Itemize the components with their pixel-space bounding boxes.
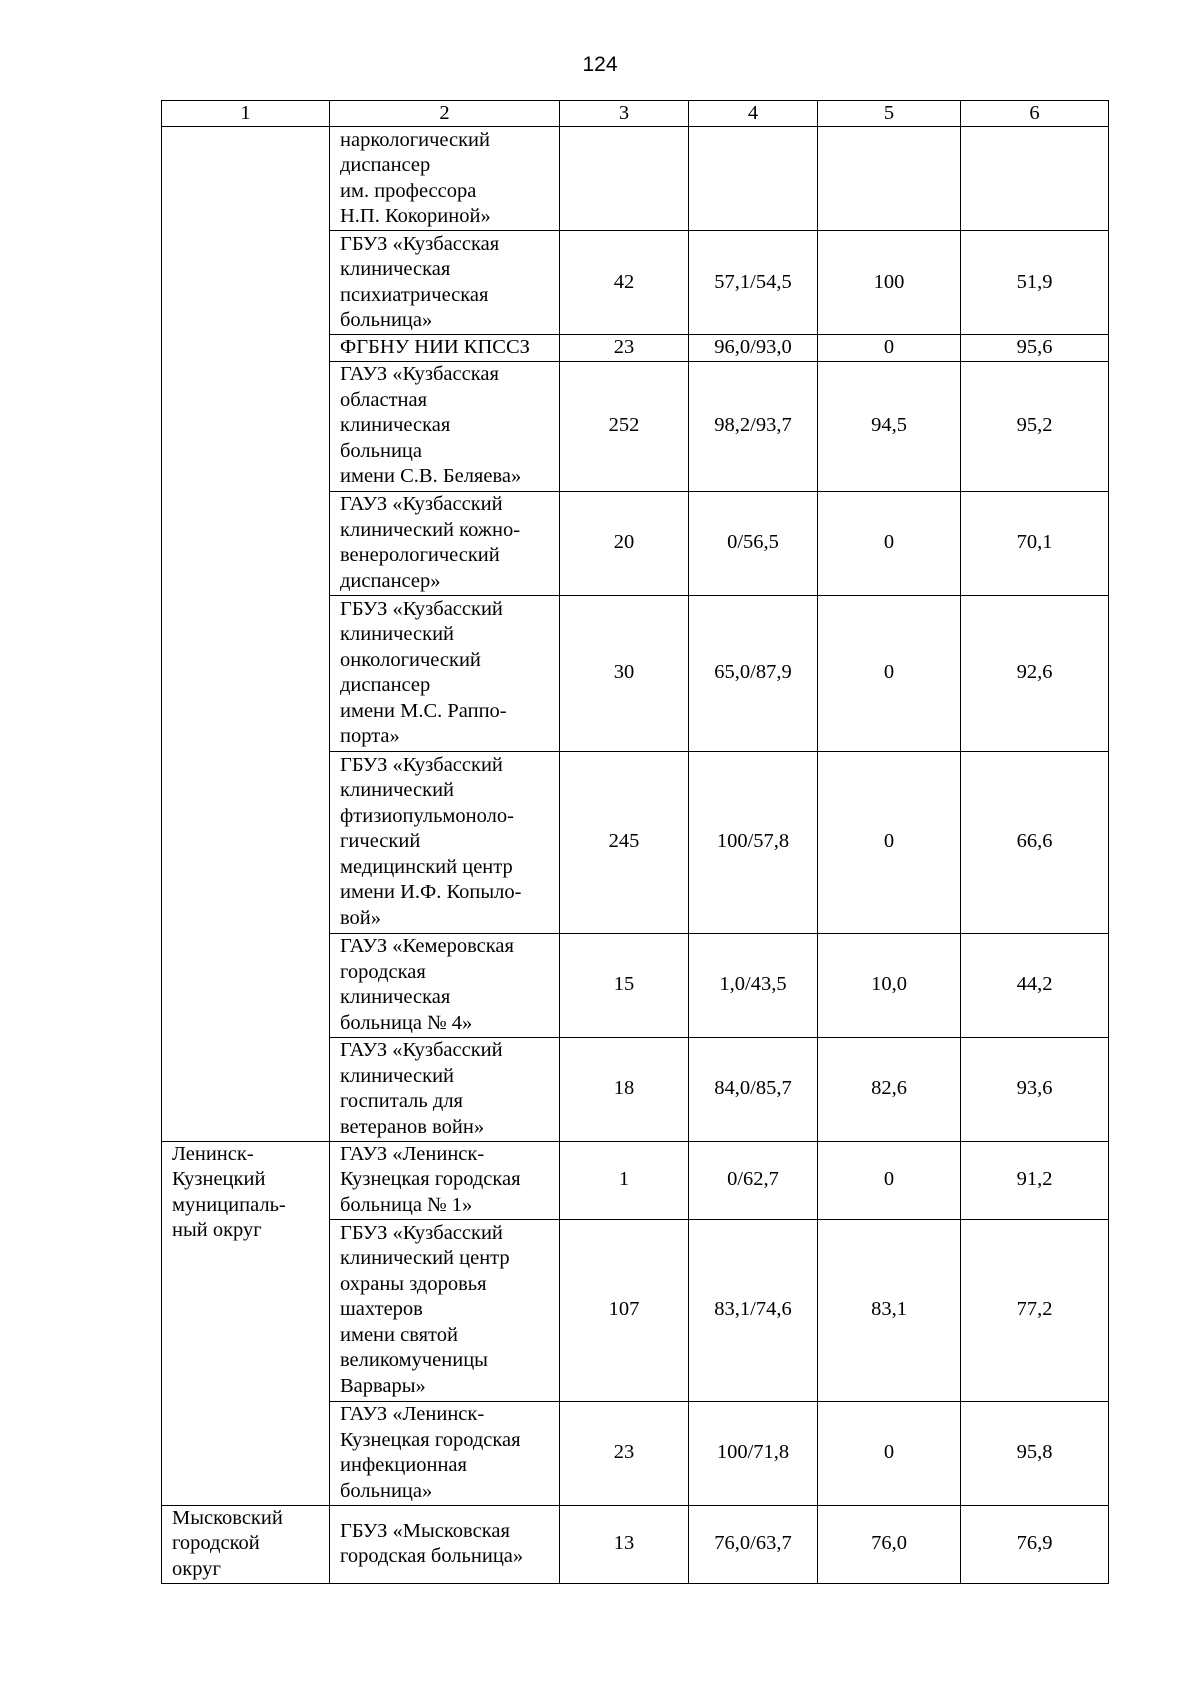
column-header: 6 <box>961 101 1109 127</box>
value-cell: 100/71,8 <box>689 1401 818 1505</box>
value-cell: 66,6 <box>961 751 1109 933</box>
value-cell: 1,0/43,5 <box>689 933 818 1037</box>
column-header: 4 <box>689 101 818 127</box>
value-cell: 65,0/87,9 <box>689 595 818 751</box>
value-cell: 94,5 <box>818 361 961 491</box>
value-cell: 83,1/74,6 <box>689 1219 818 1401</box>
value-cell: 10,0 <box>818 933 961 1037</box>
value-cell: 76,0/63,7 <box>689 1505 818 1583</box>
value-cell: 95,8 <box>961 1401 1109 1505</box>
organization-cell: наркологический диспансер им. профессора Н.П. Кокориной» <box>330 127 560 231</box>
value-cell: 0 <box>818 1401 961 1505</box>
table-row <box>162 1141 1109 1219</box>
value-cell <box>560 127 689 231</box>
data-table <box>161 100 1109 1584</box>
organization-cell: ГАУЗ «Кузбасская областная клиническая больница имени С.В. Беляева» <box>330 361 560 491</box>
organization-cell: ГАУЗ «Ленинск- Кузнецкая городская инфекционная больница» <box>330 1401 560 1505</box>
value-cell: 0/56,5 <box>689 491 818 595</box>
table-header-row <box>162 101 1109 127</box>
organization-cell: ГАУЗ «Кемеровская городская клиническая больница № 4» <box>330 933 560 1037</box>
value-cell: 76,0 <box>818 1505 961 1583</box>
value-cell: 84,0/85,7 <box>689 1037 818 1141</box>
value-cell <box>818 127 961 231</box>
value-cell: 0 <box>818 1141 961 1219</box>
column-header: 5 <box>818 101 961 127</box>
value-cell: 96,0/93,0 <box>689 335 818 362</box>
value-cell: 1 <box>560 1141 689 1219</box>
organization-cell: ГБУЗ «Кузбасская клиническая психиатрическая больница» <box>330 231 560 335</box>
value-cell: 0 <box>818 491 961 595</box>
value-cell: 42 <box>560 231 689 335</box>
value-cell: 0 <box>818 751 961 933</box>
organization-cell: ФГБНУ НИИ КПССЗ <box>330 335 560 362</box>
organization-cell: ГАУЗ «Кузбасский клинический госпиталь для ветеранов войн» <box>330 1037 560 1141</box>
value-cell: 95,2 <box>961 361 1109 491</box>
column-header: 1 <box>162 101 330 127</box>
value-cell: 76,9 <box>961 1505 1109 1583</box>
value-cell: 51,9 <box>961 231 1109 335</box>
organization-cell: ГБУЗ «Кузбасский клинический фтизиопульмоноло- гический медицинский центр имени И.Ф. Копыло- вой» <box>330 751 560 933</box>
value-cell: 82,6 <box>818 1037 961 1141</box>
value-cell: 100 <box>818 231 961 335</box>
value-cell: 70,1 <box>961 491 1109 595</box>
district-cell: Ленинск- Кузнецкий муниципаль- ный округ <box>162 1141 330 1505</box>
value-cell: 20 <box>560 491 689 595</box>
table-row <box>162 127 1109 231</box>
value-cell: 0 <box>818 595 961 751</box>
organization-cell: ГБУЗ «Мысковская городская больница» <box>330 1505 560 1583</box>
organization-cell: ГАУЗ «Кузбасский клинический кожно- венерологический диспансер» <box>330 491 560 595</box>
value-cell <box>961 127 1109 231</box>
page-number: 124 <box>582 53 618 76</box>
value-cell: 30 <box>560 595 689 751</box>
value-cell: 57,1/54,5 <box>689 231 818 335</box>
value-cell: 44,2 <box>961 933 1109 1037</box>
value-cell: 83,1 <box>818 1219 961 1401</box>
table-row <box>162 1505 1109 1583</box>
organization-cell: ГБУЗ «Кузбасский клинический онкологический диспансер имени М.С. Раппо- порта» <box>330 595 560 751</box>
value-cell: 92,6 <box>961 595 1109 751</box>
value-cell: 93,6 <box>961 1037 1109 1141</box>
organization-cell: ГБУЗ «Кузбасский клинический центр охраны здоровья шахтеров имени святой великомученицы Варвары» <box>330 1219 560 1401</box>
value-cell: 252 <box>560 361 689 491</box>
column-header: 3 <box>560 101 689 127</box>
value-cell <box>689 127 818 231</box>
district-cell <box>162 127 330 1142</box>
value-cell: 0/62,7 <box>689 1141 818 1219</box>
value-cell: 23 <box>560 1401 689 1505</box>
value-cell: 100/57,8 <box>689 751 818 933</box>
organization-cell: ГАУЗ «Ленинск- Кузнецкая городская больница № 1» <box>330 1141 560 1219</box>
value-cell: 15 <box>560 933 689 1037</box>
column-header: 2 <box>330 101 560 127</box>
value-cell: 23 <box>560 335 689 362</box>
value-cell: 18 <box>560 1037 689 1141</box>
value-cell: 107 <box>560 1219 689 1401</box>
district-cell: Мысковский городской округ <box>162 1505 330 1583</box>
value-cell: 95,6 <box>961 335 1109 362</box>
value-cell: 13 <box>560 1505 689 1583</box>
value-cell: 98,2/93,7 <box>689 361 818 491</box>
value-cell: 91,2 <box>961 1141 1109 1219</box>
value-cell: 0 <box>818 335 961 362</box>
value-cell: 77,2 <box>961 1219 1109 1401</box>
value-cell: 245 <box>560 751 689 933</box>
